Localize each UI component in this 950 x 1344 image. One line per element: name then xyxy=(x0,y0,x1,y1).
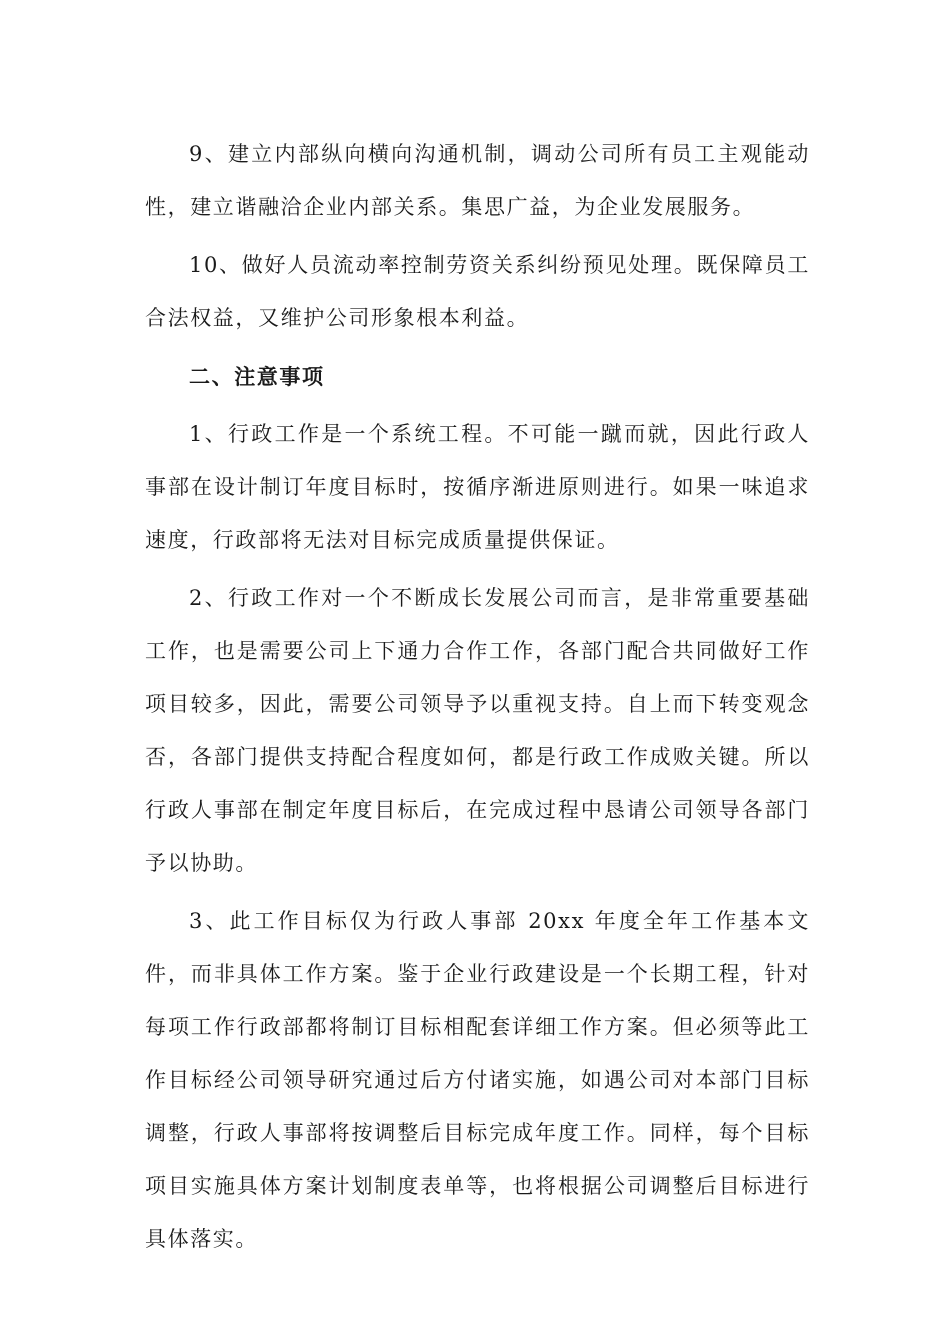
note-item-1: 1、行政工作是一个系统工程。不可能一蹴而就，因此行政人事部在设计制订年度目标时，按循序渐进原则进行。如果一味追求速度，行政部将无法对目标完成质量提供保证。 xyxy=(145,422,810,552)
document-body xyxy=(145,128,810,1266)
paragraph-item-9: 9、建立内部纵向横向沟通机制，调动公司所有员工主观能动性，建立谐融洽企业内部关系。集思广益，为企业发展服务。 xyxy=(145,142,810,219)
section-heading: 二、注意事项 xyxy=(189,364,325,389)
paragraph-item-10: 10、做好人员流动率控制劳资关系纠纷预见处理。既保障员工合法权益，又维护公司形象根本利益。 xyxy=(145,253,810,330)
note-item-3: 3、此工作目标仅为行政人事部 20xx 年度全年工作基本文件，而非具体工作方案。鉴于企业行政建设是一个长期工程，针对每项工作行政部都将制订目标相配套详细工作方案。但必须等此工作目标经公司领导研究通过后方付诸实施，如遇公司对本部门目标调整，行政人事部将按调整后目标完成年度工作。同样，每个目标项目实施具体方案计划制度表单等，也将根据公司调整后目标进行具体落实。 xyxy=(145,909,810,1251)
note-item-2: 2、行政工作对一个不断成长发展公司而言，是非常重要基础工作，也是需要公司上下通力合作工作，各部门配合共同做好工作项目较多，因此，需要公司领导予以重视支持。自上而下转变观念否，各部门提供支持配合程度如何，都是行政工作成败关键。所以行政人事部在制定年度目标后，在完成过程中恳请公司领导各部门予以协助。 xyxy=(145,586,810,875)
